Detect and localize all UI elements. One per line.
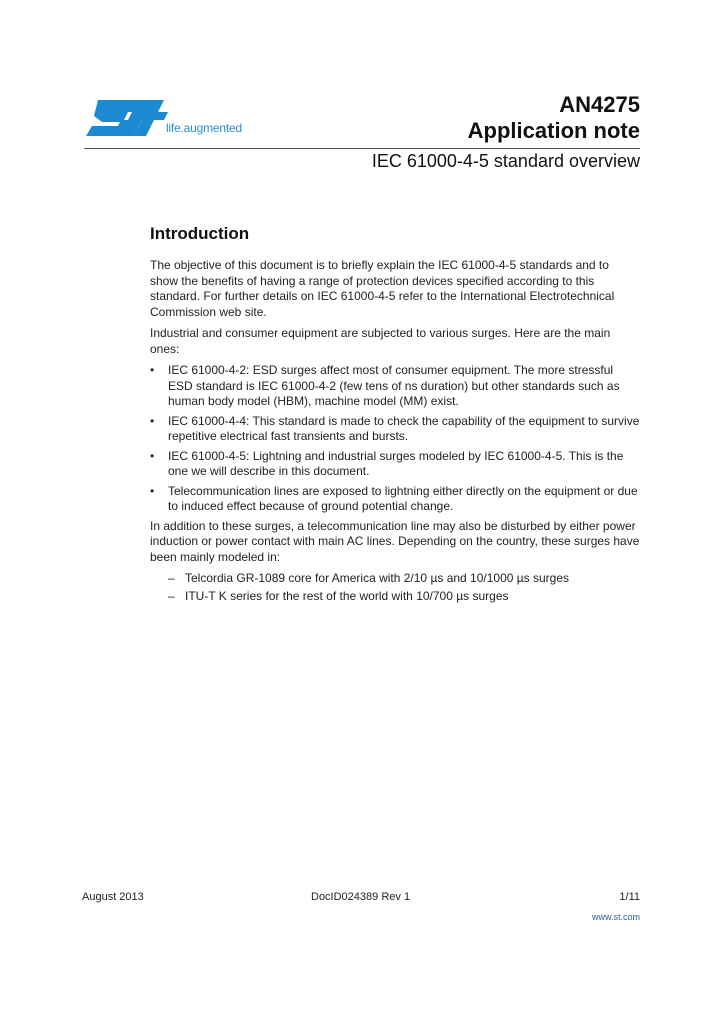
doc-type: Application note bbox=[467, 118, 640, 143]
bullet-list bbox=[150, 363, 640, 515]
list-item bbox=[150, 449, 640, 480]
bullet-icon: • bbox=[150, 413, 155, 428]
bullet-icon: • bbox=[150, 363, 155, 377]
section-heading: Introduction bbox=[150, 224, 250, 243]
list-item-text: IEC 61000-4-5: Lightning and industrial surges modeled by IEC 61000-4-5. This is the one we will describe in this document. bbox=[168, 448, 624, 478]
sub-list-item-text: Telcordia GR-1089 core for America with 2/10 µs and 10/1000 µs surges bbox=[185, 571, 570, 585]
sub-list-item bbox=[168, 571, 640, 587]
list-item bbox=[150, 363, 640, 410]
footer-page-number: 1/11 bbox=[619, 891, 640, 903]
header-rule bbox=[84, 148, 640, 149]
doc-number: AN4275 bbox=[559, 92, 640, 117]
sub-list-item-text: ITU-T K series for the rest of the world with 10/700 µs surges bbox=[185, 588, 509, 603]
doc-subtitle: IEC 61000-4-5 standard overview bbox=[371, 151, 640, 171]
sub-list bbox=[150, 571, 640, 604]
list-item-text: Telecommunication lines are exposed to lightning either directly on the equipment or due to induced effect because of ground potential change. bbox=[168, 483, 638, 513]
dash-icon: – bbox=[168, 571, 175, 585]
list-item bbox=[150, 414, 640, 445]
list-item-text: IEC 61000-4-2: ESD surges affect most of consumer equipment. The more stressful ESD standard is IEC 61000-4-2 (few tens of ns duration) but other standards such as human body model (HBM), machine model (MM) exist. bbox=[168, 363, 620, 408]
sub-list-item bbox=[168, 589, 640, 605]
intro-paragraph: Industrial and consumer equipment are subjected to various surges. Here are the main ones: bbox=[150, 326, 611, 356]
footer-date: August 2013 bbox=[82, 891, 144, 903]
bullet-icon: • bbox=[150, 448, 155, 463]
brand-tagline: life.augmented bbox=[166, 121, 242, 135]
footer-url-link[interactable]: www.st.com bbox=[591, 912, 640, 922]
list-item bbox=[150, 484, 640, 515]
footer-doc-id: DocID024389 Rev 1 bbox=[311, 891, 411, 903]
document-body bbox=[150, 224, 640, 606]
list-item-text: IEC 61000-4-4: This standard is made to check the capability of the equipment to survive repetitive electrical fast transients and bursts. bbox=[168, 413, 640, 443]
bullet-icon: • bbox=[150, 483, 155, 498]
dash-icon: – bbox=[168, 588, 175, 603]
intro-paragraph: In addition to these surges, a telecommunication line may also be disturbed by either power induction or power contact with main AC lines. Depending on the country, these surges have been mainly modeled in: bbox=[150, 518, 640, 564]
intro-paragraph: The objective of this document is to briefly explain the IEC 61000-4-5 standards and to show the benefits of having a range of protection devices specified according to this standard. For further details on IEC 61000-4-5 refer to the International Electrotechnical Commission web site. bbox=[150, 258, 615, 319]
